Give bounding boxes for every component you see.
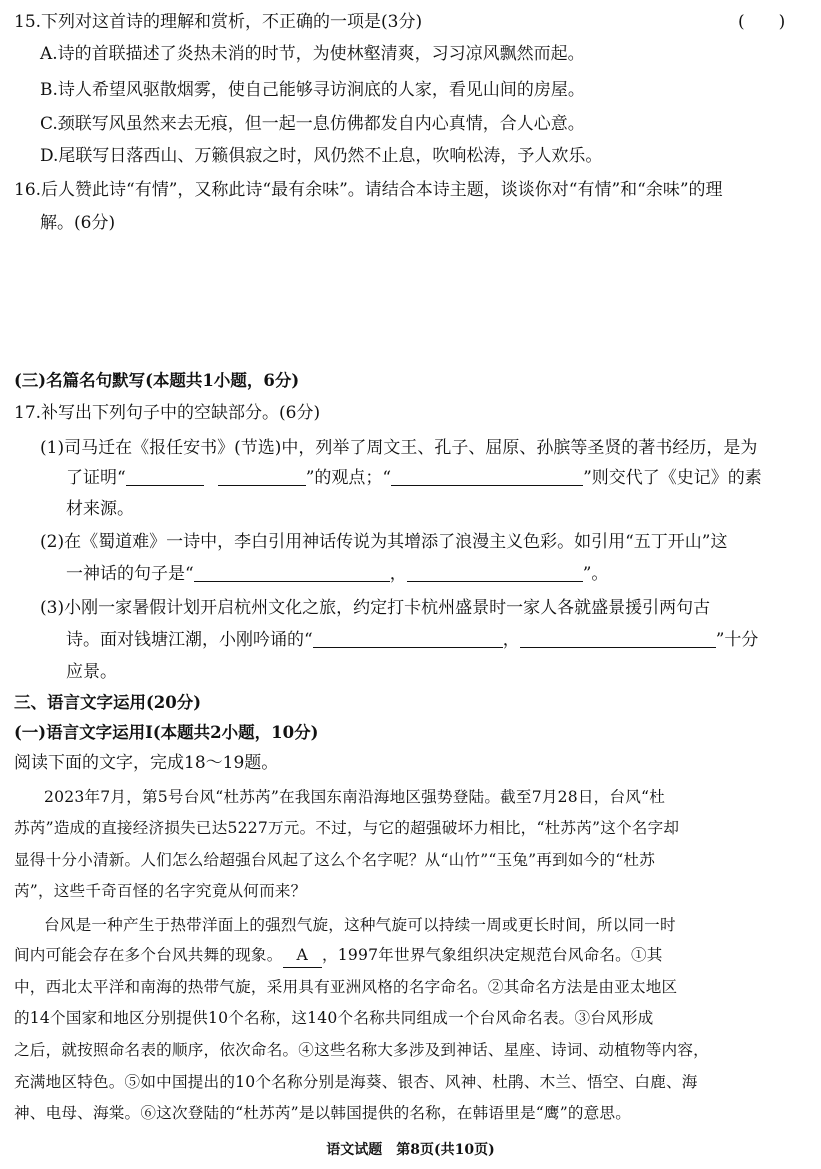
- q17-part3-text-b: ，: [502, 630, 520, 650]
- q17-part1-text-b: ”的观点；“: [305, 468, 392, 488]
- q17-part2-line2: [66, 562, 608, 586]
- q17-part2-text-a: 一神话的句子是“: [66, 564, 194, 584]
- q16-stem-line1: 16.后人赞此诗“有情”，又称此诗“最有余味”。请结合本诗主题，谈谈你对“有情”和“余味”的理: [14, 180, 723, 200]
- q15-option-c: C.颈联写风虽然来去无痕，但一起一息仿佛都发自内心真情，合人心意。: [40, 114, 585, 134]
- q17-part3-text-a: 诗。面对钱塘江潮，小刚吟诵的“: [66, 630, 313, 650]
- q17-stem: 17.补写出下列句子中的空缺部分。(6分): [14, 403, 321, 423]
- q17-part3-text-c: ”十分: [715, 630, 759, 650]
- q17-blank-2[interactable]: [218, 467, 306, 486]
- q17-part2-line1: (2)在《蜀道难》一诗中，李白引用神话传说为其增添了浪漫主义色彩。如引用“五丁开山”这: [40, 532, 728, 552]
- passage-p2-line3: 中，西北太平洋和南海的热带气旋，采用具有亚洲风格的名字命名。②其命名方法是由亚太地区: [14, 978, 678, 996]
- passage-p2-text-a: 间内可能会存在多个台风共舞的现象。: [14, 946, 283, 964]
- q17-part1-text-a: 了证明“: [66, 468, 126, 488]
- q15-option-b: B.诗人希望风驱散烟雾，使自己能够寻访涧底的人家，看见山间的房屋。: [40, 80, 585, 100]
- q17-part1-line1: (1)司马迁在《报任安书》(节选)中，列举了周文王、孔子、屈原、孙膑等圣贤的著书经历，是为: [40, 438, 758, 458]
- q17-blank-4[interactable]: [194, 563, 390, 582]
- passage-p2-line6: 充满地区特色。⑤如中国提出的10个名称分别是海葵、银杏、风神、杜鹃、木兰、悟空、白鹿、海: [14, 1073, 698, 1091]
- q17-part3-line3: 应景。: [66, 662, 117, 682]
- q17-blank-5[interactable]: [407, 563, 583, 582]
- q15-option-d: D.尾联写日落西山、万籁俱寂之时，风仍然不止息，吹响松涛，予人欢乐。: [40, 146, 603, 166]
- q17-part1-line2: [66, 466, 762, 490]
- q17-part2-text-b: ，: [389, 564, 407, 584]
- passage-p1-line2: 苏芮”造成的直接经济损失已达5227万元。不过，与它的超强破坏力相比，“杜苏芮”这个名字却: [14, 819, 680, 837]
- passage-p1-line1: 2023年7月，第5号台风“杜苏芮”在我国东南沿海地区强势登陆。截至7月28日，台风“杜: [44, 788, 666, 806]
- q15-answer-paren: ( ): [738, 12, 786, 32]
- passage-p2-line1: 台风是一种产生于热带洋面上的强烈气旋，这种气旋可以持续一周或更长时间，所以同一时: [44, 916, 676, 934]
- passage-p2-line2: [14, 943, 663, 968]
- blank-a[interactable]: A: [283, 943, 322, 968]
- part-3-subheader: (一)语言文字运用Ⅰ(本题共2小题，10分): [14, 723, 319, 742]
- q17-blank-1[interactable]: [126, 467, 204, 486]
- passage-p2-text-b: ，1997年世界气象组织决定规范台风命名。①其: [321, 946, 663, 964]
- q17-part3-line1: (3)小刚一家暑假计划开启杭州文化之旅，约定打卡杭州盛景时一家人各就盛景援引两句古: [40, 598, 711, 618]
- passage-p2-line7: 神、电母、海棠。⑥这次登陆的“杜苏芮”是以韩国提供的名称，在韩语里是“鹰”的意思。: [14, 1104, 632, 1122]
- q17-blank-7[interactable]: [520, 629, 716, 648]
- q17-blank-3[interactable]: [391, 467, 583, 486]
- q15-stem: 15.下列对这首诗的理解和赏析，不正确的一项是(3分): [14, 12, 423, 32]
- q17-part3-line2: [66, 628, 758, 652]
- reading-instruction: 阅读下面的文字，完成18～19题。: [14, 753, 279, 773]
- passage-p2-line5: 之后，就按照命名表的顺序，依次命名。④这些名称大多涉及到神话、星座、诗词、动植物等内容，: [14, 1041, 709, 1059]
- q17-part2-text-c: ”。: [582, 564, 609, 584]
- q17-blank-6[interactable]: [313, 629, 503, 648]
- q16-stem-line2: 解。(6分): [40, 213, 116, 233]
- part-3-header: 三、语言文字运用(20分): [14, 693, 202, 712]
- passage-p2-line4: 的14个国家和地区分别提供10个名称，这140个名称共同组成一个台风命名表。③台风形成: [14, 1009, 654, 1027]
- q17-part1-line3: 材来源。: [66, 499, 134, 519]
- page-footer: 语文试题 第8页(共10页): [326, 1142, 495, 1158]
- passage-p1-line3: 显得十分小清新。人们怎么给超强台风起了这么个名字呢？从“山竹”“玉兔”再到如今的“杜苏: [14, 851, 656, 869]
- q17-part1-text-c: ”则交代了《史记》的素: [583, 468, 762, 488]
- q15-option-a: A.诗的首联描述了炎热未消的时节，为使林壑清爽，习习凉风飘然而起。: [40, 44, 585, 64]
- passage-p1-line4: 芮”，这些千奇百怪的名字究竟从何而来？: [14, 882, 307, 900]
- section-3-header: (三)名篇名句默写(本题共1小题，6分): [14, 371, 300, 390]
